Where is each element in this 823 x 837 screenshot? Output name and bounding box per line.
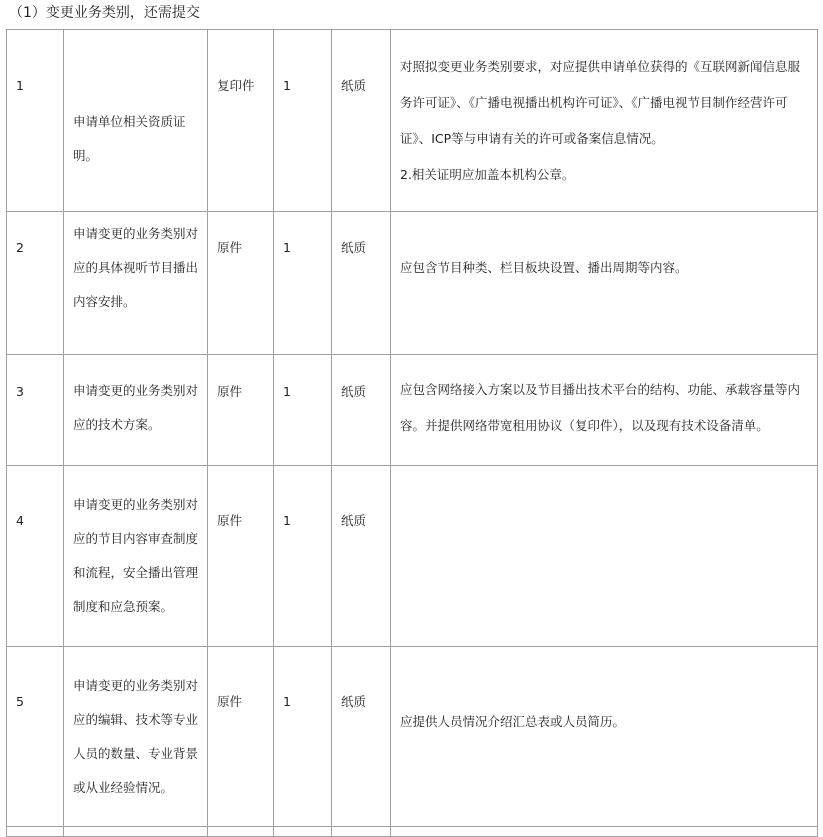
material-description	[391, 212, 818, 355]
material-form: 原件	[208, 466, 274, 647]
description-paragraph: 应包含节目种类、栏目板块设置、播出周期等内容。	[400, 260, 688, 275]
row-number: 1	[7, 30, 64, 212]
material-medium: 纸质	[332, 212, 391, 355]
material-name: 申请单位相关资质证明。	[64, 30, 208, 212]
table-row	[7, 647, 818, 827]
table-row	[7, 212, 818, 355]
material-medium: 纸质	[332, 355, 391, 466]
material-medium: 纸质	[332, 30, 391, 212]
row-number: 3	[7, 355, 64, 466]
description-paragraph: 对照拟变更业务类别要求，对应提供申请单位获得的《互联网新闻信息服务许可证》、《广播电视播出机构许可证》、《广播电视节目制作经营许可证》、ICP等与申请有关的许可或备案信息情况。	[400, 58, 801, 146]
material-form: 原件	[208, 647, 274, 827]
row-number: 5	[7, 647, 64, 827]
material-name: 申请变更的业务类别对应的具体视听节目播出内容安排。	[64, 212, 208, 355]
row-number: 2	[7, 212, 64, 355]
material-medium: 纸质	[332, 466, 391, 647]
description-paragraph: 应提供人员情况介绍汇总表或人员简历。	[400, 713, 626, 729]
table-row	[7, 30, 818, 212]
material-form: 原件	[208, 212, 274, 355]
material-description	[391, 647, 818, 827]
description-paragraph: 2.相关证明应加盖本机构公章。	[400, 166, 575, 182]
material-count: 1	[274, 647, 332, 827]
row-number: 4	[7, 466, 64, 647]
material-medium: 纸质	[332, 647, 391, 827]
table-row	[7, 466, 818, 647]
table-row	[7, 355, 818, 466]
material-name: 申请变更的业务类别对应的编辑、技术等专业人员的数量、专业背景或从业经验情况。	[64, 647, 208, 827]
material-description	[391, 355, 818, 466]
material-count: 1	[274, 355, 332, 466]
material-description	[391, 466, 818, 647]
description-paragraph: 应包含网络接入方案以及节目播出技术平台的结构、功能、承载容量等内容。并提供网络带宽租用协议（复印件），以及现有技术设备清单。	[400, 382, 801, 433]
material-count: 1	[274, 466, 332, 647]
material-name: 申请变更的业务类别对应的技术方案。	[64, 355, 208, 466]
section-heading: （1）变更业务类别，还需提交	[9, 5, 200, 21]
material-name: 申请变更的业务类别对应的节目内容审查制度和流程，安全播出管理制度和应急预案。	[64, 466, 208, 647]
material-form: 原件	[208, 355, 274, 466]
material-form: 复印件	[208, 30, 274, 212]
material-description	[391, 30, 818, 212]
material-count: 1	[274, 30, 332, 212]
materials-table	[6, 29, 818, 837]
material-count: 1	[274, 212, 332, 355]
